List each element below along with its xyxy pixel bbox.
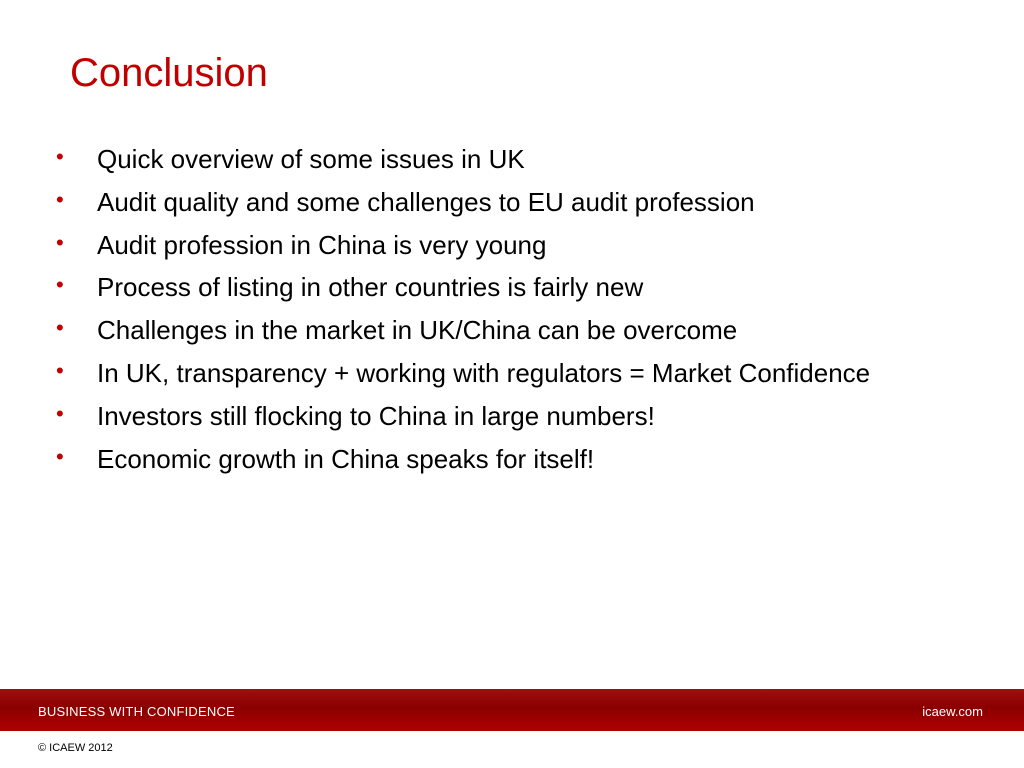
bullet-icon: • bbox=[56, 272, 64, 298]
footer-website: icaew.com bbox=[922, 704, 983, 719]
bullet-icon: • bbox=[56, 443, 64, 469]
bullet-text: Quick overview of some issues in UK bbox=[97, 144, 525, 174]
bullet-icon: • bbox=[56, 400, 64, 426]
bullet-icon: • bbox=[56, 144, 64, 169]
bullet-text: Economic growth in China speaks for itself! bbox=[97, 443, 595, 474]
bullet-text: Challenges in the market in UK/China can be overcome bbox=[97, 315, 738, 346]
bullet-icon: • bbox=[56, 357, 64, 383]
footer-bar bbox=[0, 689, 1024, 732]
bullet-text: Investors still flocking to China in large numbers! bbox=[97, 400, 655, 431]
slide-title: Conclusion bbox=[70, 51, 268, 95]
footer-tagline: BUSINESS WITH CONFIDENCE bbox=[38, 704, 235, 719]
copyright-notice: © ICAEW 2012 bbox=[38, 742, 113, 754]
bullet-icon: • bbox=[56, 186, 64, 212]
bullet-icon: • bbox=[56, 229, 64, 255]
bullet-text: In UK, transparency + working with regulators = Market Confidence bbox=[97, 357, 871, 388]
bullet-text: Process of listing in other countries is fairly new bbox=[97, 272, 644, 303]
bullet-icon: • bbox=[56, 315, 64, 341]
bullet-text: Audit quality and some challenges to EU audit profession bbox=[97, 186, 755, 217]
bullet-text: Audit profession in China is very young bbox=[97, 229, 547, 260]
